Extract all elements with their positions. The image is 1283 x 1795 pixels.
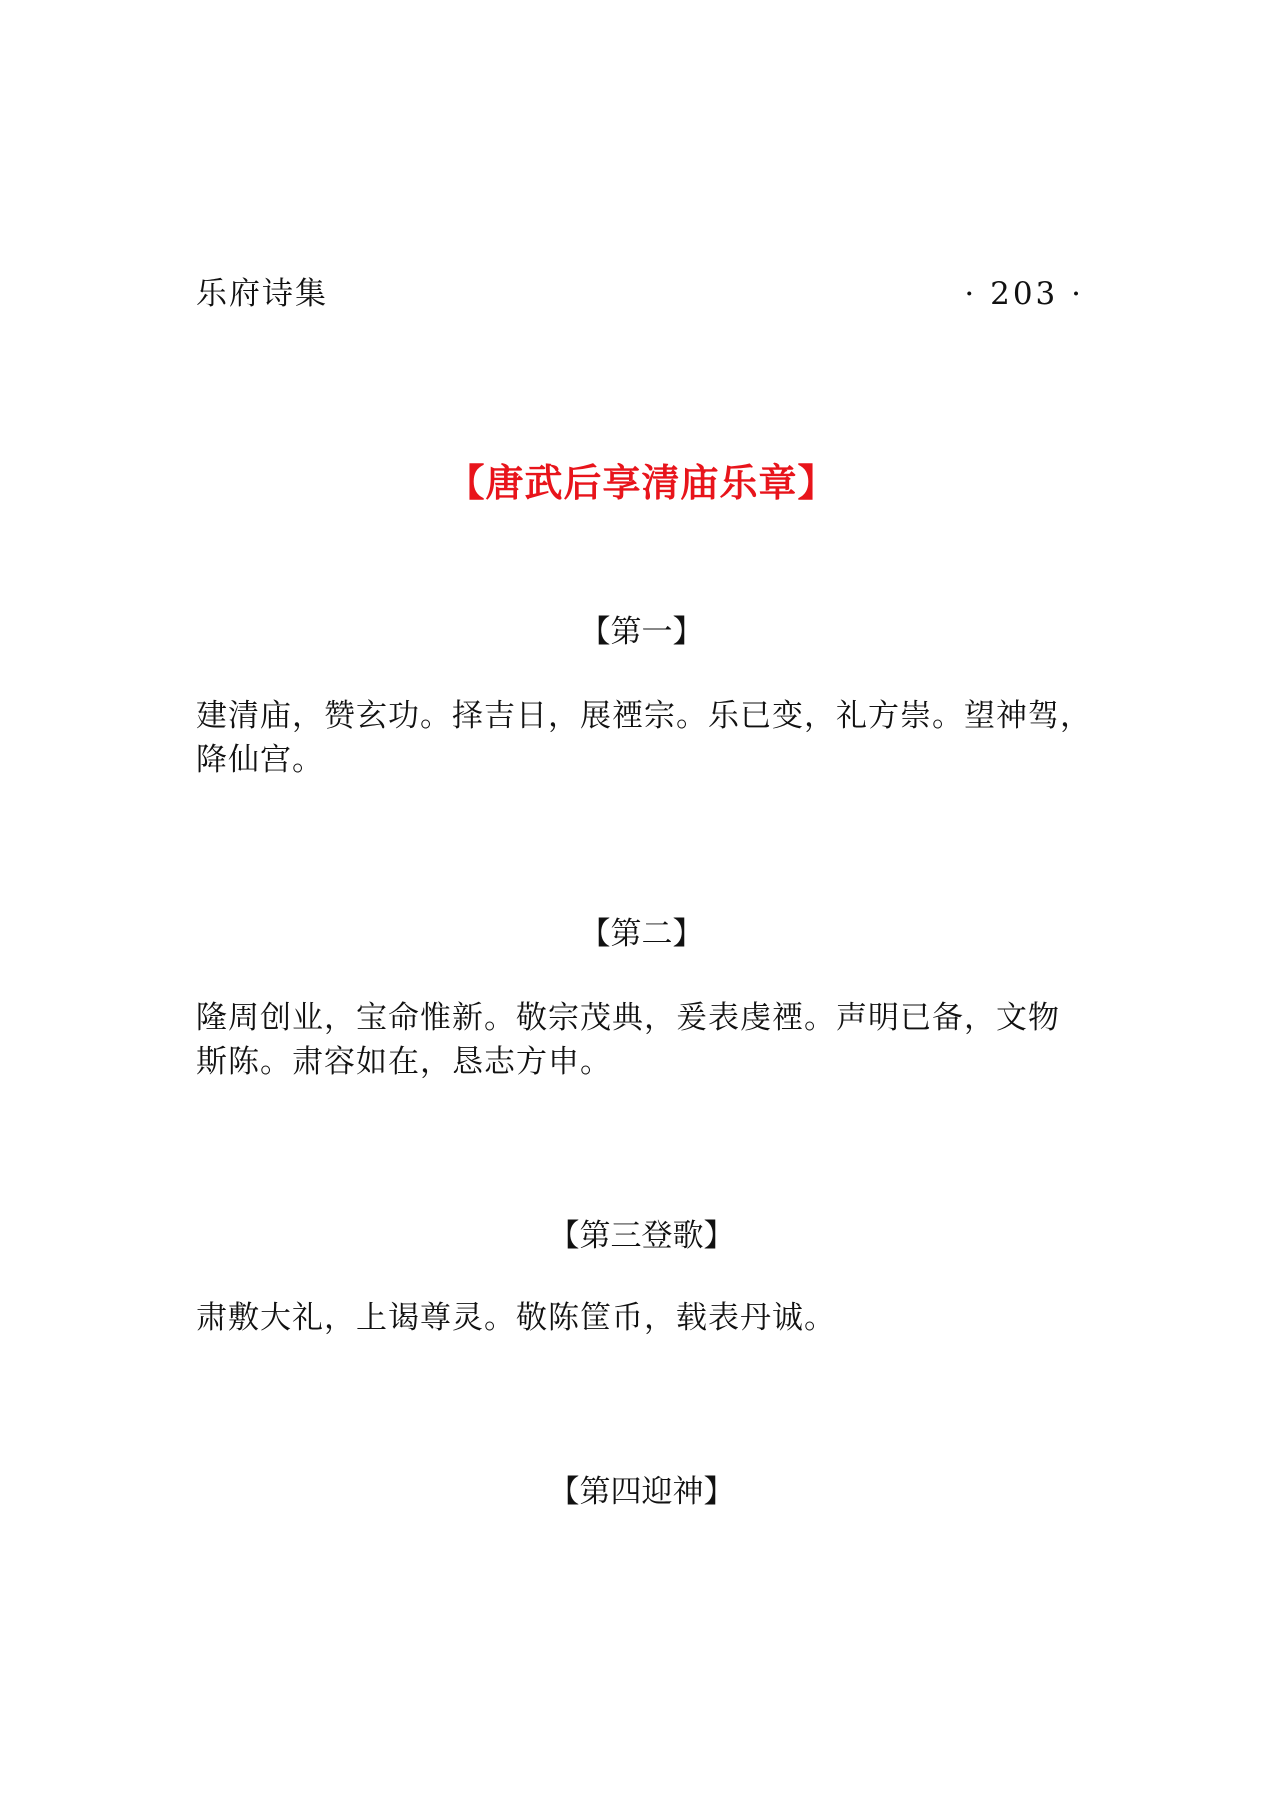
section-verse-1 — [196, 694, 1116, 782]
section-heading-4: 【第四迎神】 — [548, 1474, 735, 1510]
page-number: · 203 · — [964, 276, 1084, 312]
section-verse-2 — [196, 996, 1116, 1084]
verse-line: 肃敷大礼，上谒尊灵。敬陈筐币，载表丹诚。 — [196, 1300, 836, 1336]
section-heading-2: 【第二】 — [579, 916, 704, 952]
section-heading-3: 【第三登歌】 — [548, 1218, 735, 1254]
verse-line: 斯陈。肃容如在，恳志方申。 — [196, 1044, 612, 1080]
section-heading-1: 【第一】 — [579, 614, 704, 650]
verse-line: 建清庙，赞玄功。择吉日，展禋宗。乐已变，礼方崇。望神驾， — [196, 698, 1092, 734]
page-header — [196, 270, 1084, 318]
main-title: 【唐武后享清庙乐章】 — [446, 461, 837, 505]
section-verse-3 — [196, 1296, 1116, 1340]
book-title: 乐府诗集 — [196, 276, 328, 312]
verse-line: 降仙宫。 — [196, 742, 324, 778]
verse-line: 隆周创业，宝命惟新。敬宗茂典，爰表虔禋。声明已备，文物 — [196, 1000, 1060, 1036]
